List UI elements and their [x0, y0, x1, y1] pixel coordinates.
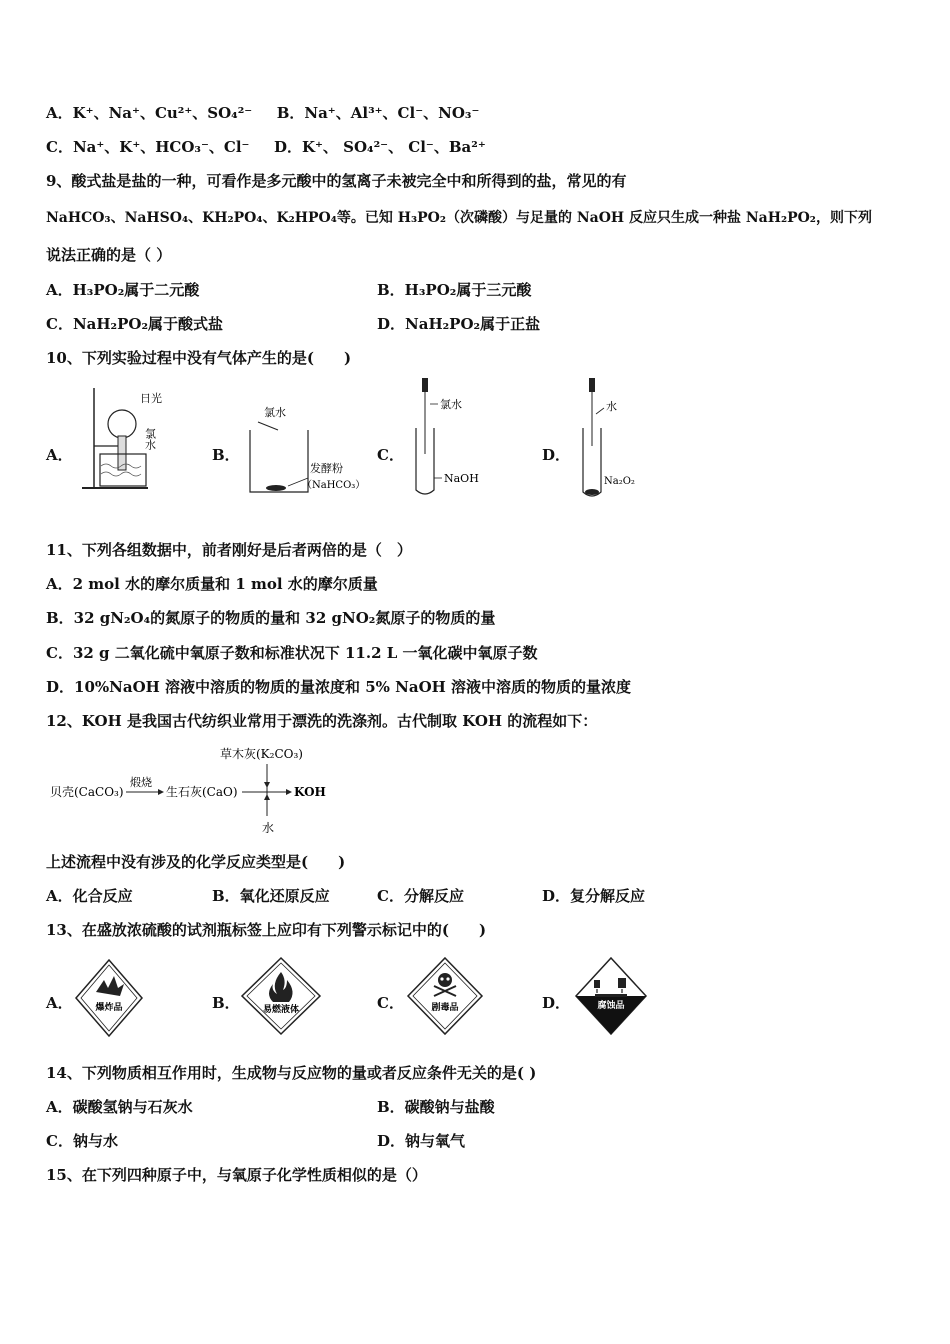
q8-option-d: D．K⁺、 SO₄²⁻、 Cl⁻、Ba²⁺ — [273, 138, 486, 156]
q8-option-a: A．K⁺、Na⁺、Cu²⁺、SO₄²⁻ — [46, 104, 253, 122]
q10-figure-d — [580, 376, 660, 500]
q12-option-c: C．分解反应 — [377, 887, 464, 905]
q13-sign-explosive — [74, 958, 144, 1042]
q9-option-b: B．H₃PO₂属于三元酸 — [377, 281, 532, 299]
q13-sign-b-text: 易燃液体 — [262, 1005, 300, 1015]
q13-label-b: B． — [212, 994, 240, 1012]
q13-sign-corrosive — [574, 956, 648, 1040]
q12-flow-top: 草木灰(K₂CO₃) — [220, 747, 303, 761]
q10-label-c: C． — [377, 446, 404, 464]
q10-d-na2o2-label: Na₂O₂ — [604, 476, 635, 487]
q13-sign-flammable-liquid — [240, 956, 322, 1040]
q11-option-c: C．32 g 二氧化硫中氧原子数和标准状况下 11.2 L 一氧化碳中氧原子数 — [46, 644, 538, 662]
q12-question: 上述流程中没有涉及的化学反应类型是( ) — [46, 853, 346, 871]
q9-option-c: C．NaH₂PO₂属于酸式盐 — [46, 315, 224, 333]
q9-stem-line1: 9、酸式盐是盐的一种，可看作是多元酸中的氢离子未被完全中和所得到的盐，常见的有 — [46, 172, 627, 190]
q12-stem: 12、KOH 是我国古代纺织业常用于漂洗的洗涤剂。古代制取 KOH 的流程如下： — [46, 712, 598, 730]
q13-label-c: C． — [377, 994, 404, 1012]
q11-option-d: D．10%NaOH 溶液中溶质的物质的量浓度和 5% NaOH 溶液中溶质的物质的量浓度 — [46, 678, 632, 696]
q10-label-b: B． — [212, 446, 240, 464]
q10-a-sun-label: 日光 — [140, 392, 162, 405]
q13-sign-c-text: 剧毒品 — [431, 1003, 459, 1013]
q14-option-b: B．碳酸钠与盐酸 — [377, 1098, 495, 1116]
q10-c-naoh-label: NaOH — [444, 472, 479, 485]
skull-icon — [438, 973, 452, 987]
q8-option-c: C．Na⁺、K⁺、HCO₃⁻、Cl⁻ — [46, 138, 250, 156]
q8-option-b: B．Na⁺、Al³⁺、Cl⁻、NO₃⁻ — [276, 104, 480, 122]
q9-stem-line3: 说法正确的是（ ） — [46, 246, 172, 264]
q10-label-a: A． — [46, 446, 73, 464]
q10-b-chlorine-label: 氯水 — [264, 406, 286, 419]
q15-stem: 15、在下列四种原子中，与氧原子化学性质相似的是（） — [46, 1166, 427, 1184]
q10-a-chlorine-label: 氯水 — [143, 428, 157, 450]
q12-flow-bottom: 水 — [262, 821, 275, 835]
q13-label-d: D． — [542, 994, 571, 1012]
q13-label-a: A． — [46, 994, 73, 1012]
q10-label-d: D． — [542, 446, 571, 464]
q10-figure-c — [400, 376, 500, 500]
q11-option-b: B．32 gN₂O₄的氮原子的物质的量和 32 gNO₂氮原子的物质的量 — [46, 609, 496, 627]
q12-flow-diagram — [46, 742, 346, 838]
q14-stem: 14、下列物质相互作用时，生成物与反应物的量或者反应条件无关的是( ) — [46, 1064, 537, 1082]
q10-figure-b — [236, 400, 376, 498]
q12-flow-left: 贝壳(CaCO₃) — [50, 785, 124, 799]
q10-figure-a — [78, 384, 178, 496]
q10-b-powder-label: 发酵粉 — [310, 462, 343, 475]
q12-option-d: D．复分解反应 — [542, 887, 646, 905]
q10-c-chlorine-label: 氯水 — [440, 398, 462, 411]
q9-option-a: A．H₃PO₂属于二元酸 — [46, 281, 200, 299]
q14-option-a: A．碳酸氢钠与石灰水 — [46, 1098, 193, 1116]
q11-option-a: A．2 mol 水的摩尔质量和 1 mol 水的摩尔质量 — [46, 575, 378, 593]
q11-stem: 11、下列各组数据中，前者刚好是后者两倍的是（ ） — [46, 541, 412, 559]
q13-stem: 13、在盛放浓硫酸的试剂瓶标签上应印有下列警示标记中的( ) — [46, 921, 487, 939]
q9-stem-line2: NaHCO₃、NaHSO₄、KH₂PO₄、K₂HPO₄等。已知 H₃PO₂（次磷酸）与足量的 NaOH 反应只生成一种盐 NaH₂PO₂，则下列 — [46, 210, 872, 226]
q14-option-c: C．钠与水 — [46, 1132, 118, 1150]
q12-flow-arrow-label: 煅烧 — [130, 776, 152, 789]
q13-sign-toxic — [406, 956, 484, 1040]
q14-option-d: D．钠与氧气 — [377, 1132, 466, 1150]
q12-option-a: A．化合反应 — [46, 887, 133, 905]
q8-options-row1 — [46, 103, 479, 123]
q12-flow-middle: 生石灰(CaO) — [166, 785, 238, 799]
q13-sign-d-text: 腐蚀品 — [597, 1001, 625, 1011]
q12-option-b: B．氧化还原反应 — [212, 887, 330, 905]
q13-sign-a-text: 爆炸品 — [95, 1003, 123, 1013]
q12-flow-right: KOH — [294, 785, 326, 799]
q10-d-water-label: 水 — [606, 400, 617, 413]
q10-stem: 10、下列实验过程中没有气体产生的是( ) — [46, 349, 352, 367]
q8-options-row2 — [46, 137, 486, 157]
q10-b-powder-formula: （NaHCO₃） — [302, 480, 366, 491]
q9-option-d: D．NaH₂PO₂属于正盐 — [377, 315, 541, 333]
